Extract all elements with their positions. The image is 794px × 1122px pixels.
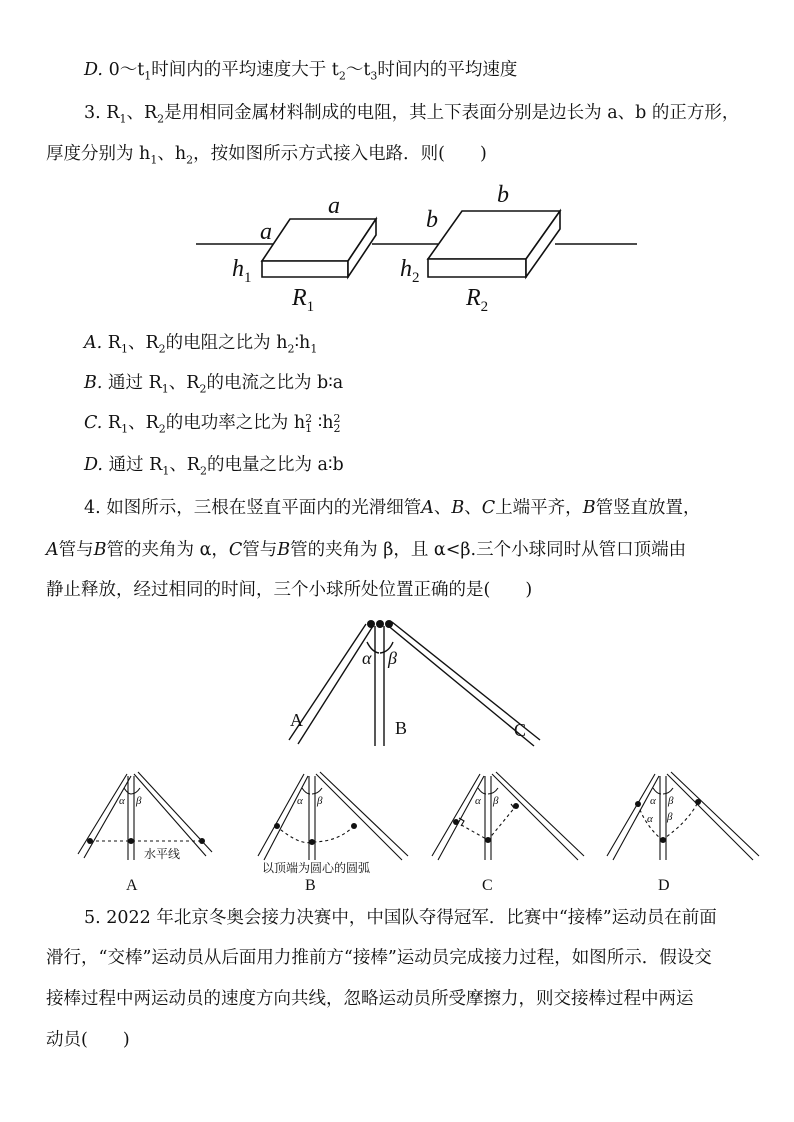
q3-stem-line2: 厚度分别为 $h_1$、$h_2$，按如图所示方式接入电路．则( ) bbox=[46, 144, 487, 167]
label-tube-a: A bbox=[290, 710, 303, 730]
label-alpha: α bbox=[362, 648, 372, 668]
label-tube-c: C bbox=[514, 720, 527, 740]
ball-a-top bbox=[367, 620, 375, 628]
svg-text:α: α bbox=[650, 795, 656, 807]
q4-stem-line1: 4. 如图所示，三根在竖直平面内的光滑细管A、B、C上端平齐，B管竖直放置， bbox=[84, 498, 701, 518]
label-h2: $h_2$ bbox=[400, 256, 420, 286]
q4-tubes-figure bbox=[0, 612, 794, 752]
label-tube-b: B bbox=[395, 718, 408, 738]
q3-stem-line1: 3. $R_1$、$R_2$是用相同金属材料制成的电阻，其上下表面分别是边长为 a、b 的正方形， bbox=[84, 103, 740, 126]
svg-text:β: β bbox=[667, 811, 673, 823]
q4-stem-line2: A管与B管的夹角为 α，C管与B管的夹角为 β，且 α<β.三个小球同时从管口顶端由 bbox=[46, 540, 687, 560]
choice-a-note: 水平线 bbox=[144, 847, 181, 861]
svg-text:β: β bbox=[136, 795, 142, 807]
q5-line3: 接棒过程中两运动员的速度方向共线，忽略运动员所受摩擦力，则交接棒过程中两运 bbox=[46, 989, 694, 1009]
q3-option-a: A. $R_1$、$R_2$的电阻之比为 $h_2∶h_1$ bbox=[84, 333, 318, 356]
r2-front-face bbox=[428, 259, 526, 277]
label-a-side: a bbox=[260, 219, 272, 245]
label-a-top: a bbox=[328, 193, 340, 219]
svg-text:α: α bbox=[297, 795, 303, 807]
q4-choices-figure bbox=[0, 768, 794, 896]
q5-line4: 动员( ) bbox=[46, 1030, 130, 1050]
choice-b-note: 以顶端为圆心的圆弧 bbox=[262, 861, 371, 875]
q3-option-c: C. $R_1$、$R_2$的电功率之比为 h 2 1 ∶h 2 2 bbox=[84, 411, 341, 436]
label-r1: $R_1$ bbox=[292, 285, 315, 315]
svg-text:α: α bbox=[647, 813, 653, 825]
choice-d-label: D bbox=[658, 877, 670, 894]
choice-b-diagram bbox=[258, 772, 408, 860]
svg-text:α: α bbox=[475, 795, 481, 807]
label-beta: β bbox=[388, 648, 397, 668]
svg-text:β: β bbox=[493, 795, 499, 807]
ball-c-top bbox=[385, 620, 393, 628]
ball-b-top bbox=[376, 620, 384, 628]
label-r2: $R_2$ bbox=[466, 285, 489, 315]
svg-text:β: β bbox=[317, 795, 323, 807]
label-h1: $h_1$ bbox=[232, 256, 252, 286]
svg-text:α: α bbox=[119, 795, 125, 807]
choice-b-label: B bbox=[305, 877, 316, 894]
choice-a-label: A bbox=[126, 877, 138, 894]
label-b-side: b bbox=[426, 207, 438, 233]
q3-option-d: D. 通过 $R_1$、$R_2$的电量之比为 a∶b bbox=[84, 455, 344, 478]
choice-c-diagram bbox=[432, 772, 584, 860]
label-b-top: b bbox=[497, 182, 509, 208]
svg-text:β: β bbox=[668, 795, 674, 807]
q5-line2: 滑行，“交棒”运动员从后面用力推前方“接棒”运动员完成接力过程，如图所示．假设交 bbox=[46, 948, 712, 968]
r1-front-face bbox=[262, 261, 348, 277]
q4-stem-line3: 静止释放，经过相同的时间，三个小球所处位置正确的是( ) bbox=[46, 580, 533, 600]
q3-resistor-figure bbox=[0, 175, 794, 315]
choice-d-diagram bbox=[607, 772, 759, 860]
q3-option-b: B. 通过 $R_1$、$R_2$的电流之比为 b∶a bbox=[84, 373, 344, 396]
choice-c-label: C bbox=[482, 877, 493, 894]
q5-line1: 5. 2022 年北京冬奥会接力决赛中，中国队夺得冠军．比赛中“接棒”运动员在前面 bbox=[84, 908, 717, 928]
q2-option-d: D. $0\sim t_1$时间内的平均速度大于 $t_2\sim t_3$时间内的平均速度 bbox=[84, 60, 518, 83]
